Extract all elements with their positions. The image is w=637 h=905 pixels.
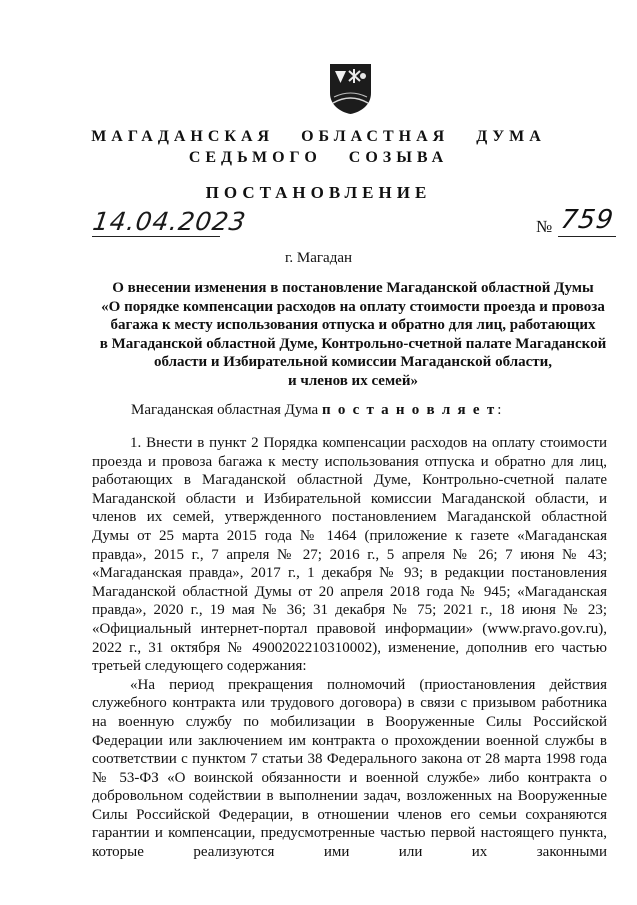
title-line: и членов их семей»: [288, 372, 418, 389]
enacting-clause-suffix: :: [497, 402, 502, 418]
coat-of-arms-emblem: [329, 63, 372, 115]
enacting-clause-verb: п о с т а н о в л я е т: [321, 402, 498, 418]
title-line: в Магаданской областной Думе, Контрольно-счетной палате Магаданской: [99, 335, 607, 352]
number-sign: №: [536, 217, 553, 236]
title-line: «О порядке компенсации расходов на оплату стоимости проезда и провоза: [101, 298, 605, 315]
document-body: [92, 434, 607, 862]
organization-name: МАГАДАНСКАЯ ОБЛАСТНАЯ ДУМА: [91, 128, 546, 145]
title-line: багажа к месту использования отпуска и обратно для лиц, работающих: [110, 317, 596, 334]
enacting-clause: [131, 402, 501, 419]
body-paragraph: «На период прекращения полномочий (приостановления действия служебного контракта или трудового договора) в связи с призывом работника на военную службу по мобилизации в Вооруженные Силы Российской Федерации или заключением им контракта о прохождении военной службы в соответствии с пунктом 7 статьи 38 Федерального закона от 28 марта 1998 года № 53-ФЗ «О воинской обязанности и военной службе» либо контракта о добровольном содействии в выполнении задач, возложенных на Вооруженные Силы Российской Федерации, в отношении членов его семьи сохраняются гарантии и компенсации, предусмотренные частью первой настоящего пункта, которые реализуются ими или их законными: [92, 676, 607, 861]
city-line: г. Магадан: [284, 250, 353, 266]
handwritten-date: 14.04.2023: [90, 207, 249, 236]
date-underline: [92, 236, 220, 237]
title-line: О внесении изменения в постановление Магаданской областной Думы: [112, 280, 594, 296]
body-paragraph: 1. Внести в пункт 2 Порядка компенсации расходов на оплату стоимости проезда и провоза багажа к месту использования отпуска и обратно для лиц, работающих в Магаданской областной Думе, Контрольно-счетной палате Магаданской области и Избирательной комиссии Магаданской области, и членов их семей, утвержденного постановлением Магаданской областной Думы от 25 марта 2015 года № 1464 (приложение к газете «Магаданская правда», 2015 г., 7 апреля № 27; 2016 г., 5 апреля № 26; 7 июня № 43; «Магаданская правда», 2017 г., 1 декабря № 93; в редакции постановления Магаданской областной Думы от 20 апреля 2018 года № 945; «Магаданская правда», 2020 г., 19 мая № 36; 31 декабря № 75; 2021 г., 18 июня № 23; «Официальный интернет-портал правовой информации» (www.pravo.gov.ru), 2022 г., 31 октября № 4900202210310002), изменение, дополнив его частью третьей следующего содержания:: [92, 435, 607, 675]
convocation-line: СЕДЬМОГО СОЗЫВА: [188, 149, 449, 166]
number-underline: [558, 236, 616, 237]
enacting-clause-prefix: Магаданская областная Дума: [131, 402, 322, 418]
title-line: области и Избирательной комиссии Магаданской области,: [153, 354, 553, 371]
handwritten-document-number: 759: [558, 205, 616, 235]
document-type-heading: ПОСТАНОВЛЕНИЕ: [205, 183, 432, 202]
resolution-title: [88, 279, 618, 391]
